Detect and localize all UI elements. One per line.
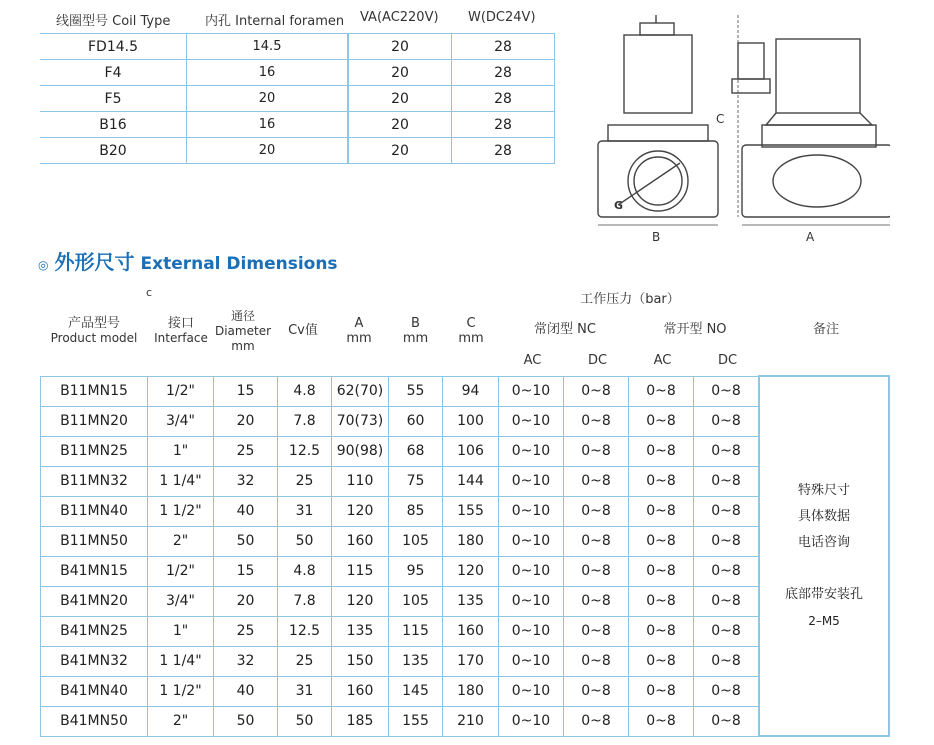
cv-cell: 7.8 [278, 586, 332, 616]
no-dc-cell: 0~8 [694, 406, 760, 436]
header-nc-ac: AC [523, 353, 542, 368]
no-ac-cell: 0~8 [629, 496, 694, 526]
nc-dc-cell: 0~8 [564, 616, 629, 646]
no-ac-cell: 0~8 [629, 586, 694, 616]
b-cell: 60 [389, 406, 443, 436]
b-cell: 105 [389, 526, 443, 556]
va-cell: 20 [348, 138, 452, 164]
header-interface-en: Interface [154, 331, 208, 345]
nc-ac-cell: 0~10 [499, 556, 564, 586]
nc-dc-cell: 0~8 [564, 556, 629, 586]
coil-type-cell: F4 [40, 60, 187, 86]
w-cell: 28 [452, 60, 555, 86]
section-title-en: External Dimensions [140, 254, 338, 274]
no-dc-cell: 0~8 [694, 586, 760, 616]
nc-ac-cell: 0~10 [499, 466, 564, 496]
remark-line: 底部带安装孔 [784, 587, 863, 602]
b-cell: 85 [389, 496, 443, 526]
c-cell: 106 [443, 436, 499, 466]
cv-cell: 25 [278, 646, 332, 676]
interface-cell: 1 1/4" [148, 646, 214, 676]
a-cell: 160 [332, 526, 389, 556]
header-model [40, 316, 148, 346]
remark-line: 特殊尺寸 [797, 483, 850, 498]
body-flange-right [762, 125, 876, 147]
coil-type-header: 线圈型号 Coil Type [56, 14, 171, 29]
cv-cell: 31 [278, 676, 332, 706]
va-header: VA(AC220V) [360, 10, 439, 25]
diameter-cell: 20 [214, 586, 278, 616]
section-title-cn: 外形尺寸 [54, 250, 135, 274]
nc-dc-cell: 0~8 [564, 436, 629, 466]
w-cell: 28 [452, 112, 555, 138]
header-no-ac: AC [653, 353, 672, 368]
b-cell: 105 [389, 586, 443, 616]
diameter-cell: 15 [214, 556, 278, 586]
header-interface [148, 316, 214, 346]
a-cell: 70(73) [332, 406, 389, 436]
header-diameter-cn: 通径 [230, 309, 255, 323]
remark-line: 电话咨询 [797, 535, 850, 550]
header-a [330, 316, 388, 346]
model-cell: B41MN32 [41, 646, 148, 676]
c-cell: 170 [443, 646, 499, 676]
va-cell: 20 [348, 60, 452, 86]
coil-body-left [624, 35, 692, 113]
diameter-cell: 50 [214, 526, 278, 556]
port-inner-left [634, 157, 682, 205]
interface-cell: 1 1/4" [148, 466, 214, 496]
coil-type-cell: B20 [40, 138, 187, 164]
cv-cell: 12.5 [278, 616, 332, 646]
b-cell: 145 [389, 676, 443, 706]
header-no: 常开型 NO [663, 322, 727, 337]
model-cell: B41MN50 [41, 706, 148, 736]
no-dc-cell: 0~8 [694, 436, 760, 466]
header-interface-cn: 接口 [167, 316, 194, 331]
nc-ac-cell: 0~10 [499, 706, 564, 736]
va-cell: 20 [348, 34, 452, 60]
b-cell: 68 [389, 436, 443, 466]
diameter-cell: 40 [214, 496, 278, 526]
c-cell: 180 [443, 676, 499, 706]
coil-row [40, 60, 555, 86]
nc-ac-cell: 0~10 [499, 676, 564, 706]
w-cell: 28 [452, 86, 555, 112]
va-cell: 20 [348, 112, 452, 138]
c-cell: 135 [443, 586, 499, 616]
model-cell: B11MN50 [41, 526, 148, 556]
model-cell: B11MN32 [41, 466, 148, 496]
nc-ac-cell: 0~10 [499, 646, 564, 676]
nc-ac-cell: 0~10 [499, 526, 564, 556]
a-cell: 185 [332, 706, 389, 736]
coil-row [40, 112, 555, 138]
header-no-dc: DC [717, 353, 738, 368]
a-cell: 120 [332, 496, 389, 526]
diameter-cell: 15 [214, 376, 278, 406]
nc-ac-cell: 0~10 [499, 376, 564, 406]
port-outer-left [628, 151, 688, 211]
diameter-cell: 40 [214, 676, 278, 706]
foramen-cell: 14.5 [187, 34, 349, 60]
diameter-cell: 32 [214, 466, 278, 496]
model-cell: B41MN20 [41, 586, 148, 616]
interface-cell: 1 1/2" [148, 676, 214, 706]
nc-dc-cell: 0~8 [564, 376, 629, 406]
label-b: B [652, 230, 661, 244]
model-cell: B41MN15 [41, 556, 148, 586]
no-ac-cell: 0~8 [629, 466, 694, 496]
header-b-label: B [411, 316, 420, 331]
model-cell: B11MN40 [41, 496, 148, 526]
model-cell: B11MN20 [41, 406, 148, 436]
w-header: W(DC24V) [468, 10, 536, 25]
stray-c-label: c [146, 286, 153, 299]
coil-row [40, 86, 555, 112]
header-b [388, 316, 443, 346]
nc-ac-cell: 0~10 [499, 586, 564, 616]
nc-dc-cell: 0~8 [564, 526, 629, 556]
c-cell: 160 [443, 616, 499, 646]
header-c-label: C [466, 316, 476, 331]
a-cell: 90(98) [332, 436, 389, 466]
cv-cell: 31 [278, 496, 332, 526]
coil-body-right [776, 39, 860, 113]
foramen-cell: 20 [187, 86, 349, 112]
c-cell: 180 [443, 526, 499, 556]
nc-ac-cell: 0~10 [499, 496, 564, 526]
a-cell: 120 [332, 586, 389, 616]
diameter-cell: 32 [214, 646, 278, 676]
nc-dc-cell: 0~8 [564, 646, 629, 676]
interface-cell: 1" [148, 436, 214, 466]
no-ac-cell: 0~8 [629, 436, 694, 466]
coil-table [40, 33, 555, 164]
no-ac-cell: 0~8 [629, 706, 694, 736]
no-dc-cell: 0~8 [694, 556, 760, 586]
header-a-unit: mm [346, 331, 372, 346]
cv-cell: 7.8 [278, 406, 332, 436]
header-pressure: 工作压力（bar） [580, 292, 680, 307]
b-cell: 95 [389, 556, 443, 586]
cv-cell: 4.8 [278, 556, 332, 586]
cv-cell: 25 [278, 466, 332, 496]
no-ac-cell: 0~8 [629, 616, 694, 646]
coil-row [40, 138, 555, 164]
a-cell: 115 [332, 556, 389, 586]
header-nc: 常闭型 NC [534, 322, 596, 337]
c-cell: 120 [443, 556, 499, 586]
c-cell: 144 [443, 466, 499, 496]
a-cell: 150 [332, 646, 389, 676]
model-cell: B11MN15 [41, 376, 148, 406]
foramen-cell: 20 [187, 138, 349, 164]
c-cell: 94 [443, 376, 499, 406]
diameter-cell: 20 [214, 406, 278, 436]
diameter-cell: 25 [214, 616, 278, 646]
a-cell: 135 [332, 616, 389, 646]
b-cell: 55 [389, 376, 443, 406]
no-dc-cell: 0~8 [694, 496, 760, 526]
header-cv: Cv值 [288, 323, 318, 338]
coil-type-cell: F5 [40, 86, 187, 112]
header-c [443, 316, 499, 346]
interface-cell: 1" [148, 616, 214, 646]
b-cell: 155 [389, 706, 443, 736]
coil-type-cell: B16 [40, 112, 187, 138]
interface-cell: 3/4" [148, 406, 214, 436]
header-model-en: Product model [50, 331, 138, 345]
va-cell: 20 [348, 86, 452, 112]
nc-dc-cell: 0~8 [564, 406, 629, 436]
diameter-cell: 50 [214, 706, 278, 736]
nc-dc-cell: 0~8 [564, 496, 629, 526]
model-cell: B11MN25 [41, 436, 148, 466]
b-cell: 75 [389, 466, 443, 496]
table-row [41, 376, 890, 406]
remark-cell [759, 376, 889, 736]
valve-drawing [590, 5, 890, 245]
no-ac-cell: 0~8 [629, 376, 694, 406]
header-c-unit: mm [458, 331, 484, 346]
b-cell: 135 [389, 646, 443, 676]
label-a: A [806, 230, 815, 244]
body-flange-left [608, 125, 708, 141]
connector [738, 43, 764, 79]
cv-cell: 12.5 [278, 436, 332, 466]
label-g: G [614, 199, 624, 212]
nc-dc-cell: 0~8 [564, 466, 629, 496]
coil-type-cell: FD14.5 [40, 34, 187, 60]
internal-foramen-header: 内孔 Internal foramen [205, 14, 345, 29]
diameter-cell: 25 [214, 436, 278, 466]
model-cell: B41MN40 [41, 676, 148, 706]
interface-cell: 3/4" [148, 586, 214, 616]
nc-dc-cell: 0~8 [564, 586, 629, 616]
header-a-label: A [354, 316, 364, 331]
coil-row [40, 34, 555, 60]
header-remark: 备注 [812, 322, 839, 337]
header-diameter [211, 309, 275, 354]
remark-line: 具体数据 [797, 509, 850, 524]
no-ac-cell: 0~8 [629, 676, 694, 706]
cv-cell: 4.8 [278, 376, 332, 406]
foramen-cell: 16 [187, 112, 349, 138]
foramen-cell: 16 [187, 60, 349, 86]
coil-cap-left [640, 23, 674, 35]
no-ac-cell: 0~8 [629, 556, 694, 586]
nc-ac-cell: 0~10 [499, 406, 564, 436]
a-cell: 110 [332, 466, 389, 496]
no-dc-cell: 0~8 [694, 526, 760, 556]
c-cell: 155 [443, 496, 499, 526]
no-dc-cell: 0~8 [694, 376, 760, 406]
label-c: C [716, 112, 725, 126]
header-diameter-en: Diameter [214, 324, 272, 338]
nc-dc-cell: 0~8 [564, 676, 629, 706]
valve-body-right [742, 145, 890, 217]
remark-line: 2–M5 [808, 614, 840, 628]
model-cell: B41MN25 [41, 616, 148, 646]
nc-ac-cell: 0~10 [499, 616, 564, 646]
nc-dc-cell: 0~8 [564, 706, 629, 736]
body-bulb-right [773, 155, 861, 207]
no-ac-cell: 0~8 [629, 526, 694, 556]
section-bullet-icon: ◎ [38, 257, 49, 272]
no-dc-cell: 0~8 [694, 616, 760, 646]
header-diameter-unit: mm [231, 339, 255, 353]
no-dc-cell: 0~8 [694, 646, 760, 676]
cv-cell: 50 [278, 526, 332, 556]
interface-cell: 1/2" [148, 376, 214, 406]
header-model-cn: 产品型号 [67, 316, 120, 331]
cv-cell: 50 [278, 706, 332, 736]
c-cell: 100 [443, 406, 499, 436]
interface-cell: 1/2" [148, 556, 214, 586]
section-title [38, 246, 338, 275]
no-ac-cell: 0~8 [629, 646, 694, 676]
a-cell: 62(70) [332, 376, 389, 406]
interface-cell: 1 1/2" [148, 496, 214, 526]
nc-ac-cell: 0~10 [499, 436, 564, 466]
no-ac-cell: 0~8 [629, 406, 694, 436]
w-cell: 28 [452, 34, 555, 60]
no-dc-cell: 0~8 [694, 706, 760, 736]
a-cell: 160 [332, 676, 389, 706]
interface-cell: 2" [148, 526, 214, 556]
no-dc-cell: 0~8 [694, 466, 760, 496]
dimensions-table [40, 375, 890, 737]
b-cell: 115 [389, 616, 443, 646]
c-cell: 210 [443, 706, 499, 736]
header-nc-dc: DC [587, 353, 608, 368]
no-dc-cell: 0~8 [694, 676, 760, 706]
header-b-unit: mm [402, 331, 429, 346]
w-cell: 28 [452, 138, 555, 164]
interface-cell: 2" [148, 706, 214, 736]
